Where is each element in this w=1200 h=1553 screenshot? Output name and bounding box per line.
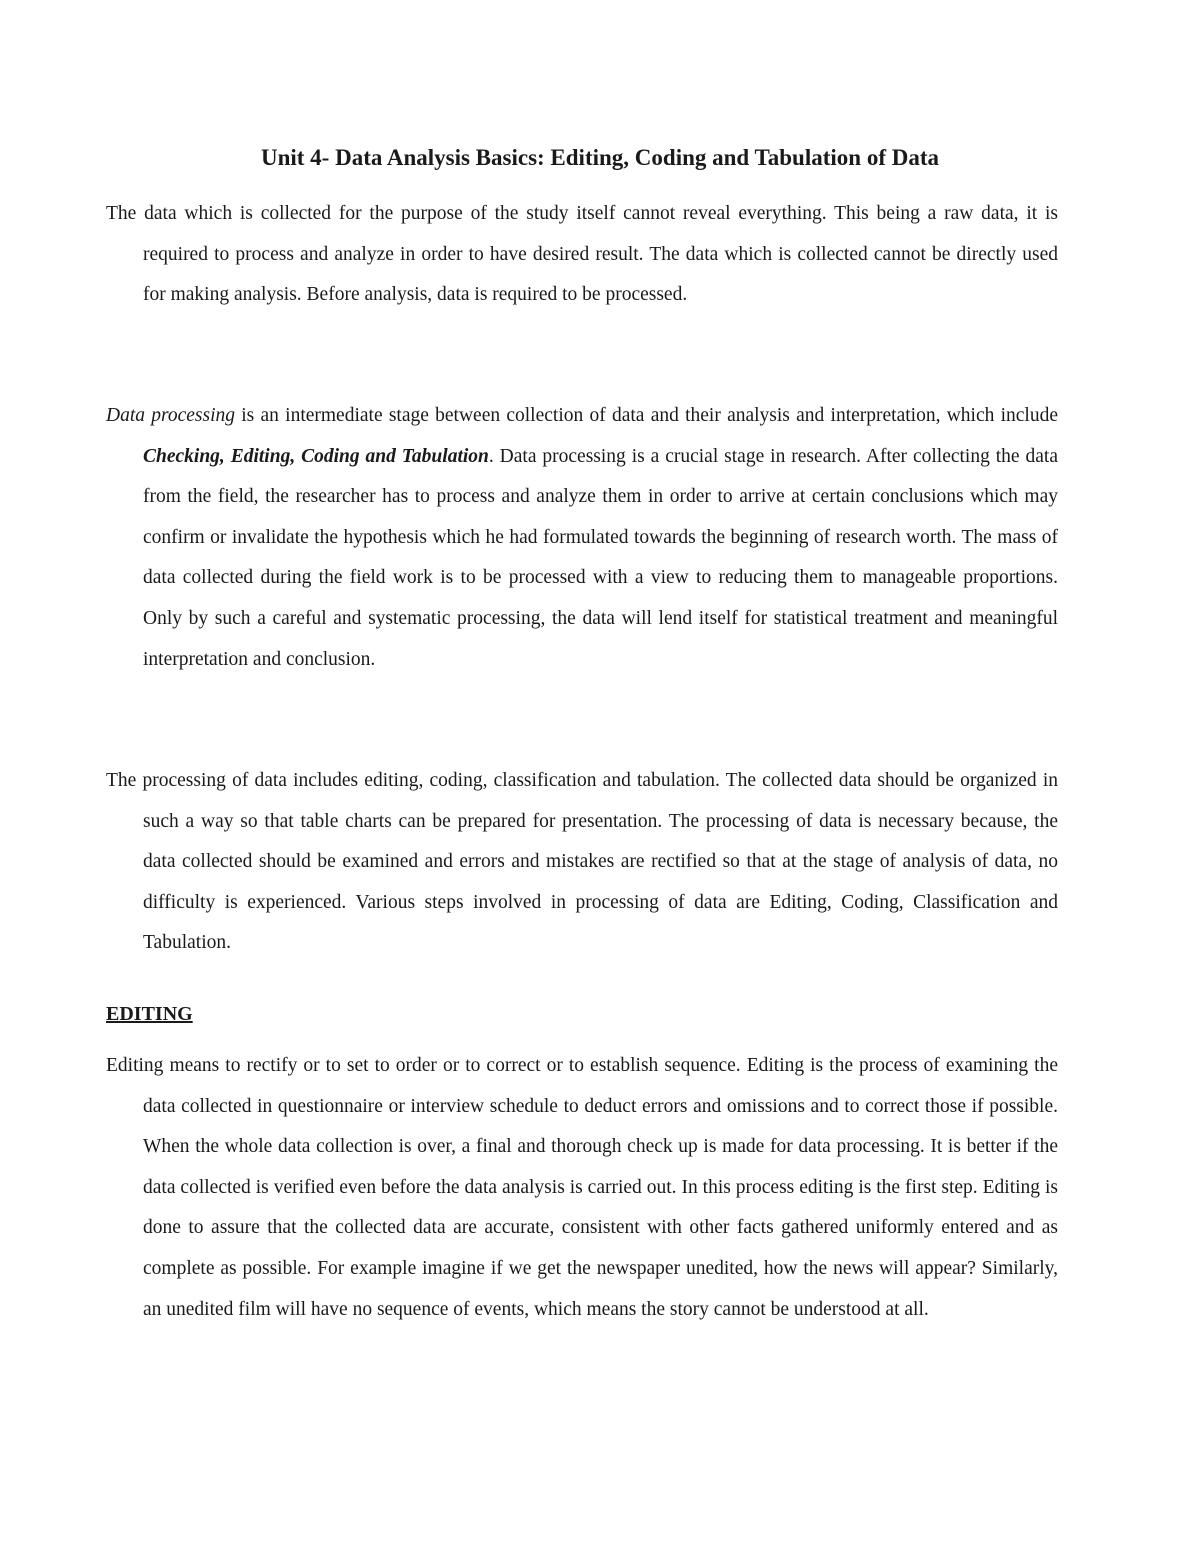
paragraph-text: is an intermediate stage between collection of data and their analysis and interpretation, which include [235,405,1058,426]
section-heading-editing: EDITING [106,1003,193,1025]
paragraph-editing: Editing means to rectify or to set to order or to correct or to establish sequence. Editing is the process of examining the data collected in questionnaire or interview schedule to deduct errors and omissions and to correct those if possible. When the whole data collection is over, a final and thorough check up is made for data processing. It is better if the data collected is verified even before the data analysis is carried out. In this process editing is the first step. Editing is done to assure that the collected data are accurate, consistent with other facts gathered uniformly entered and as complete as possible. For example imagine if we get the newspaper unedited, how the news will appear? Similarly, an unedited film will have no sequence of events, which means the story cannot be understood at all. [106,1055,1058,1320]
term-data-processing: Data processing [106,405,236,426]
paragraph-intro: The data which is collected for the purpose of the study itself cannot reveal everything. This being a raw data, it is required to process and analyze in order to have desired result. The data which is collected cannot be directly used for making analysis. Before analysis, data is required to be processed. [106,203,1058,306]
paragraph-processing-steps: The processing of data includes editing, coding, classification and tabulation. The collected data should be organized in such a way so that table charts can be prepared for presentation. The processing of data is necessary because, the data collected should be examined and errors and mistakes are rectified so that at the stage of analysis of data, no difficulty is experienced. Various steps involved in processing of data are Editing, Coding, Classification and Tabulation. [106,770,1058,954]
page-title: Unit 4- Data Analysis Basics: Editing, Coding and Tabulation of Data [260,145,940,170]
paragraph-data-processing [106,396,1058,680]
emphasis-steps: Checking, Editing, Coding and Tabulation [143,445,489,467]
paragraph-text: . Data processing is a crucial stage in research. After collecting the data from the field, the researcher has to process and analyze them in order to arrive at certain conclusions which may confirm or invalidate the hypothesis which he had formulated towards the beginning of research worth. The mass of data collected during the field work is to be processed with a view to reducing them to manageable proportions. Only by such a careful and systematic processing, the data will lend itself for statistical treatment and meaningful interpretation and conclusion. [143,445,1058,670]
